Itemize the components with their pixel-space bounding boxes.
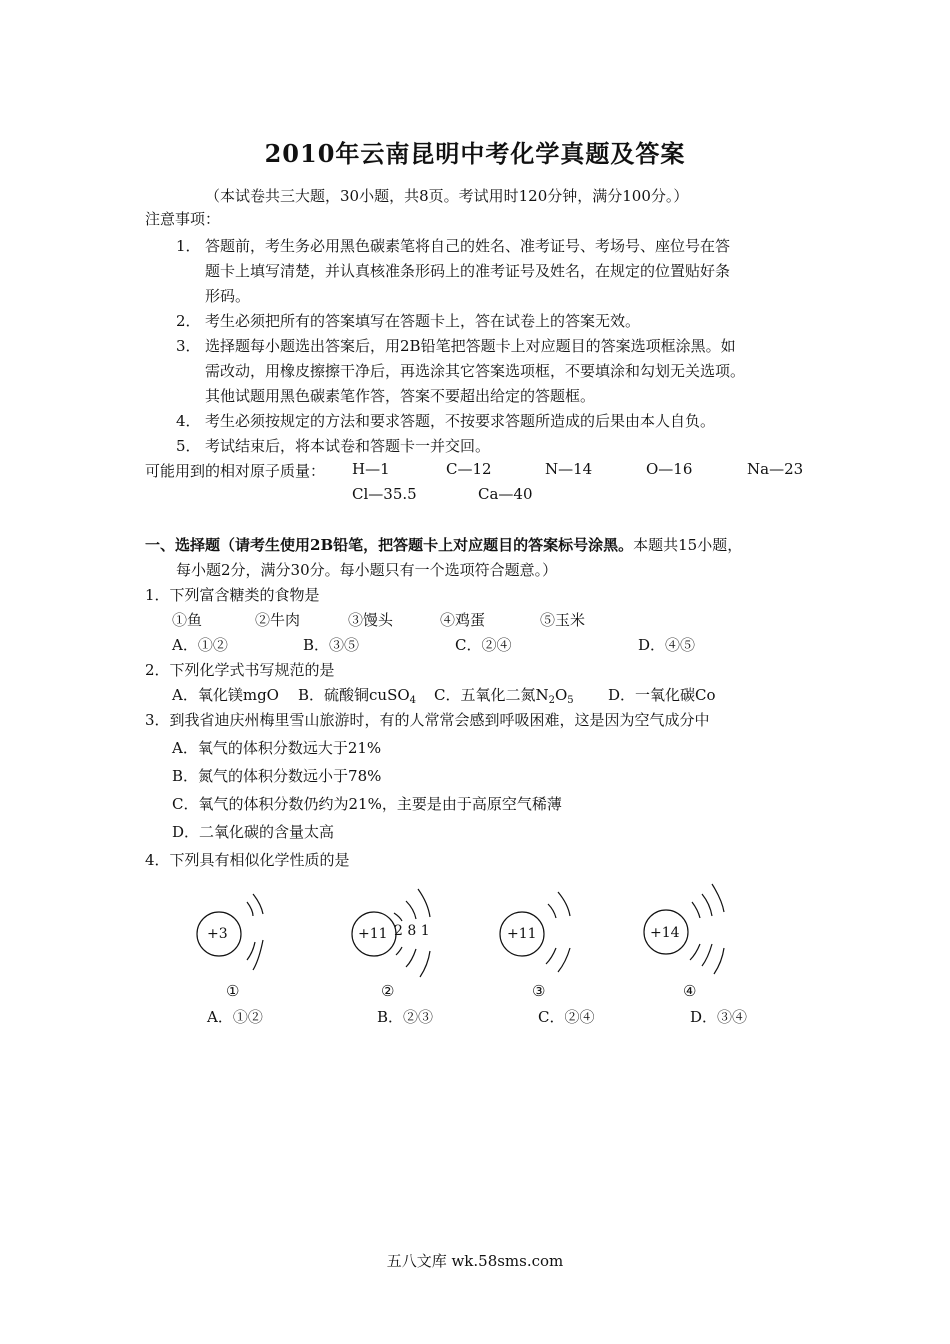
notice-line: 题卡上填写清楚，并认真核准条形码上的准考证号及姓名，在规定的位置贴好条 [205,262,731,280]
notice-num: 3． [176,337,201,355]
q3-option-a: A．氧气的体积分数远大于21% [172,739,382,757]
notice-line: 形码。 [205,287,251,305]
notice-line: 选择题每小题选出答案后，用2B铅笔把答题卡上对应题目的答案选项框涂黑。如 [205,337,736,355]
q4-stem: 4．下列具有相似化学性质的是 [145,851,350,869]
q2-formula: cuSO [369,686,410,704]
nucleus-charge: +3 [207,926,228,942]
q3-option-d: D．二氧化碳的含量太高 [172,823,335,841]
q1-option-d: D．④⑤ [638,636,696,654]
q3-stem: 3．到我省迪庆州梅里雪山旅游时，有的人常常会感到呼吸困难，这是因为空气成分中 [145,711,710,729]
notice-line: 答题前，考生务必用黑色碳素笔将自己的姓名、准考证号、考场号、座位号在答 [205,237,731,255]
q1-item: ②牛肉 [255,611,301,629]
notice-num: 4． [176,412,201,430]
atom-marker: ③ [532,982,546,1000]
q1-item: ⑤玉米 [540,611,586,629]
atom-marker: ④ [683,982,697,1000]
atom-diagram-1 [195,890,285,980]
q2-option-c [434,684,574,706]
q3-option-b: B．氮气的体积分数远小于78% [172,767,382,785]
notice-num: 2． [176,312,201,330]
q2-option-label: A．氧化镁 [172,686,243,704]
section-instruction: 本题共15小题， [633,536,743,554]
notice-num: 5． [176,437,201,455]
section-heading [145,534,742,555]
q3-option-c: C．氧气的体积分数仍约为21%，主要是由于高原空气稀薄 [172,795,562,813]
atomic-mass-item: Na—23 [747,460,804,478]
section-instruction-line2: 每小题2分，满分30分。每小题只有一个选项符合题意。） [176,561,558,579]
q2-formula: N [535,686,549,704]
atomic-mass-item: H—1 [352,460,390,478]
atomic-mass-item: Cl—35.5 [352,485,417,503]
q1-stem: 1．下列富含糖类的食物是 [145,586,320,604]
q2-option-d [608,684,716,705]
section-instruction-bold: （请考生使用2B铅笔，把答题卡上对应题目的答案标号涂黑。 [220,536,634,554]
q2-option-a [172,684,279,705]
q1-option-a: A．①② [172,636,228,654]
atomic-mass-item: C—12 [446,460,492,478]
electron-counts: 2 8 1 [394,923,430,939]
notice-heading: 注意事项： [145,210,221,228]
q1-option-c: C．②④ [455,636,512,654]
q4-option-b: B．②③ [377,1008,434,1026]
q2-stem: 2．下列化学式书写规范的是 [145,661,335,679]
q1-item: ①鱼 [172,611,203,629]
q2-formula-sub: 2 [548,695,555,706]
q4-option-d: D．③④ [690,1008,748,1026]
atom-marker: ① [226,982,240,1000]
atom-diagram-2 [350,885,445,980]
nucleus-charge: +11 [358,926,388,942]
atomic-mass-item: O—16 [646,460,693,478]
q4-option-a: A．①② [207,1008,263,1026]
atomic-mass-item: N—14 [545,460,593,478]
atom-marker: ② [381,982,395,1000]
footer-watermark: 五八文库 wk.58sms.com [386,1252,564,1270]
q2-formula-sub: 5 [567,695,574,706]
notice-line: 考试结束后，将本试卷和答题卡一并交回。 [205,437,491,455]
q4-option-c: C．②④ [538,1008,595,1026]
notice-line: 需改动，用橡皮擦擦干净后，再选涂其它答案选项框，不要填涂和勾划无关选项。 [205,362,746,380]
nucleus-charge: +14 [650,925,680,941]
q2-formula: mgO [242,686,279,704]
notice-line: 考生必须按规定的方法和要求答题，不按要求答题所造成的后果由本人自负。 [205,412,716,430]
q2-option-b [298,684,416,706]
notice-line: 考生必须把所有的答案填写在答题卡上，答在试卷上的答案无效。 [205,312,641,330]
notice-line: 其他试题用黑色碳素笔作答，答案不要超出给定的答题框。 [205,387,596,405]
q1-option-b: B．③⑤ [303,636,360,654]
exam-subtitle: （本试卷共三大题，30小题，共8页。考试用时120分钟，满分100分。） [205,187,689,205]
q1-item: ③馒头 [348,611,394,629]
notice-num: 1． [176,237,201,255]
q1-item: ④鸡蛋 [440,611,486,629]
q2-formula: O [554,686,568,704]
atom-diagram-3 [498,890,588,980]
page-title: 2010年云南昆明中考化学真题及答案 [264,139,686,168]
atom-diagram-4 [640,882,735,977]
q2-option-label: C．五氧化二氮 [434,686,536,704]
nucleus-charge: +11 [507,926,537,942]
atomic-mass-item: Ca—40 [478,485,533,503]
q2-formula-sub: 4 [409,695,417,706]
q2-option-label: B．硫酸铜 [298,686,370,704]
atomic-mass-label: 可能用到的相对原子质量： [145,462,326,480]
q2-formula: Co [695,686,716,704]
section-title: 一、选择题 [145,536,221,554]
q2-option-label: D．一氧化碳 [608,686,696,704]
